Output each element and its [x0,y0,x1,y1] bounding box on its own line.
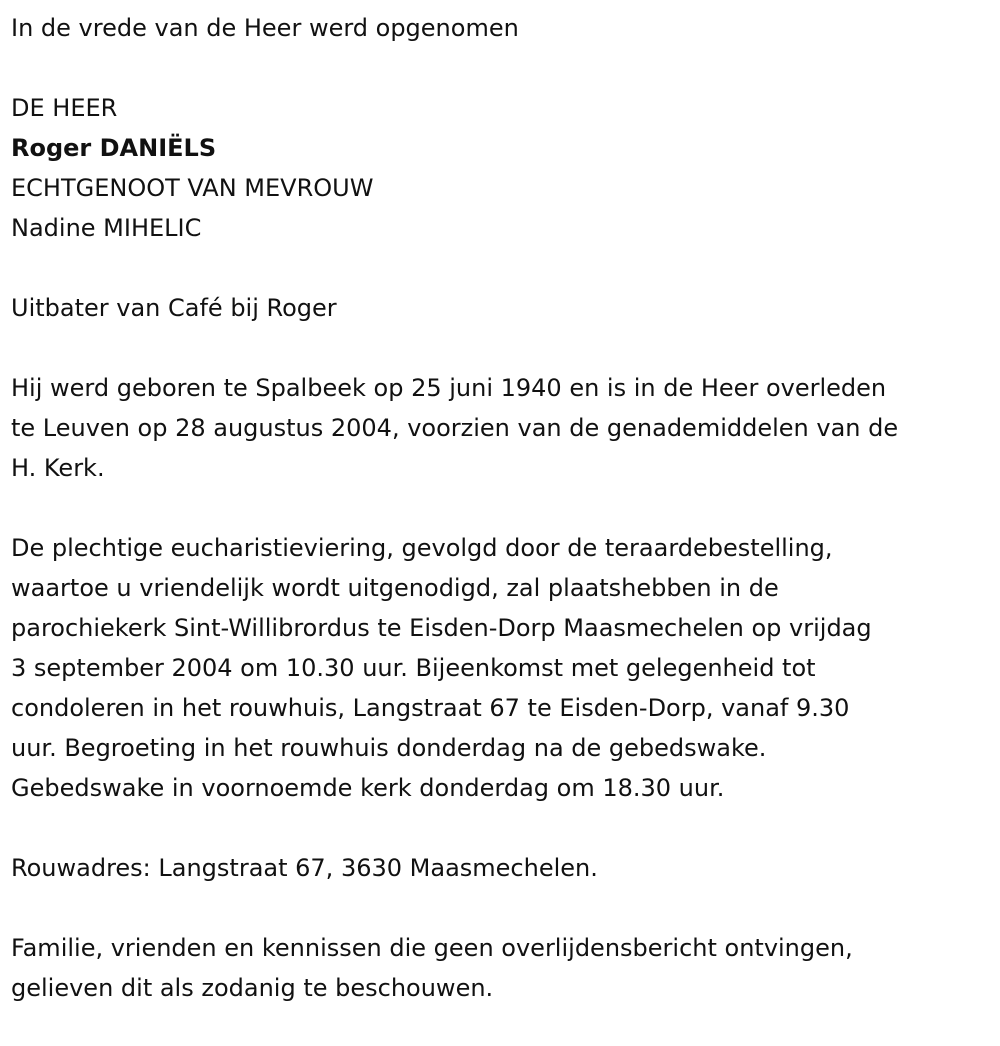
mourning-address: Rouwadres: Langstraat 67, 3630 Maasmechelen. [11,854,598,882]
paragraph-line: condoleren in het rouwhuis, Langstraat 67 te Eisden-Dorp, vanaf 9.30 [11,694,850,722]
spacer [11,248,991,288]
paragraph-line: parochiekerk Sint-Willibrordus te Eisden-Dorp Maasmechelen op vrijdag [11,614,872,642]
spouse-name: Nadine MIHELIC [11,214,202,242]
spouse-label: ECHTGENOOT VAN MEVROUW [11,174,374,202]
spacer [11,808,991,848]
paragraph-line: Gebedswake in voornoemde kerk donderdag om 18.30 uur. [11,774,725,802]
paragraph-line: H. Kerk. [11,454,105,482]
paragraph-line: waartoe u vriendelijk wordt uitgenodigd, zal plaatshebben in de [11,574,779,602]
paragraph-line: Hij werd geboren te Spalbeek op 25 juni 1940 en is in de Heer overleden [11,374,887,402]
intro-text: In de vrede van de Heer werd opgenomen [11,14,519,42]
paragraph-line: uur. Begroeting in het rouwhuis donderdag na de gebedswake. [11,734,767,762]
spacer [11,328,991,368]
obituary-notice [11,8,991,1008]
birth-death-paragraph [11,368,986,488]
paragraph-line: De plechtige eucharistieviering, gevolgd door de teraardebestelling, [11,534,833,562]
paragraph-line: gelieven dit als zodanig te beschouwen. [11,974,494,1002]
paragraph-line: te Leuven op 28 augustus 2004, voorzien van de genademiddelen van de [11,414,899,442]
spacer [11,488,991,528]
deceased-name: Roger DANIËLS [11,134,217,162]
paragraph-line: 3 september 2004 om 10.30 uur. Bijeenkomst met gelegenheid tot [11,654,816,682]
ceremony-paragraph [11,528,986,808]
spacer [11,888,991,928]
salutation: DE HEER [11,94,118,122]
closing-paragraph [11,928,986,1008]
occupation: Uitbater van Café bij Roger [11,294,337,322]
spacer [11,48,991,88]
paragraph-line: Familie, vrienden en kennissen die geen overlijdensbericht ontvingen, [11,934,853,962]
